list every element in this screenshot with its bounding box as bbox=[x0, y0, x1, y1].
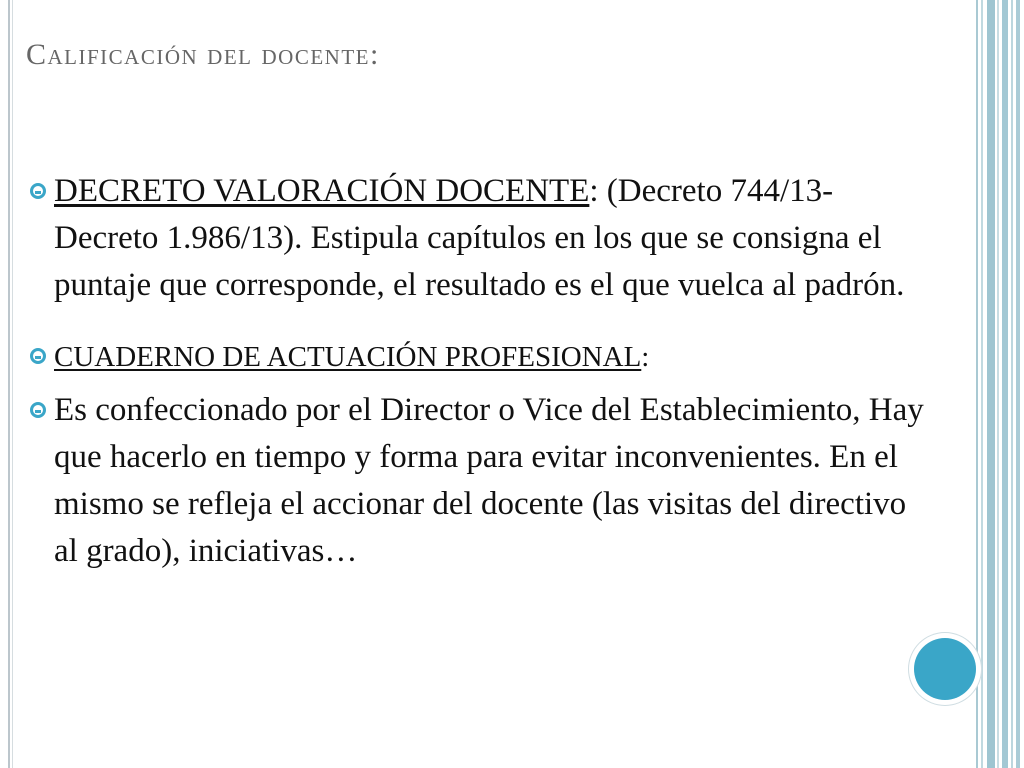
bullet-cuaderno bbox=[30, 333, 930, 381]
ring-bullet-icon bbox=[30, 183, 46, 199]
slide-title: Calificación del docente: bbox=[26, 38, 380, 71]
bullet-list bbox=[30, 168, 930, 575]
stripe bbox=[976, 0, 978, 768]
stripe bbox=[981, 0, 983, 768]
circle-decoration bbox=[914, 638, 976, 700]
bullet-lead: DECRETO VALORACIÓN DOCENTE bbox=[54, 173, 590, 209]
bullet-text: : (Decreto 744/13-Decreto 1.986/13). Estipula capítulos en los que se consigna el puntaje que corresponde, el resultado es el que vuelca al padrón. bbox=[54, 173, 905, 303]
left-border-line-secondary bbox=[12, 0, 13, 768]
bullet-lead: CUADERNO DE ACTUACIÓN PROFESIONAL bbox=[54, 341, 642, 373]
bullet-confeccion bbox=[30, 387, 930, 575]
stripe bbox=[997, 0, 999, 768]
right-decorative-stripes bbox=[976, 0, 1024, 768]
bullet-text: : bbox=[641, 341, 650, 373]
stripe bbox=[1011, 0, 1013, 768]
stripe bbox=[987, 0, 995, 768]
left-border-line bbox=[8, 0, 10, 768]
ring-bullet-icon bbox=[30, 402, 46, 418]
bullet-decreto bbox=[30, 168, 930, 309]
stripe bbox=[1016, 0, 1020, 768]
bullet-text: Es confeccionado por el Director o Vice del Establecimiento, Hay que hacerlo en tiempo y forma para evitar inconvenientes. En el mismo se refleja el accionar del docente (las visitas del directivo al grado), iniciativas… bbox=[54, 392, 924, 569]
stripe bbox=[1002, 0, 1008, 768]
ring-bullet-icon bbox=[30, 348, 46, 364]
